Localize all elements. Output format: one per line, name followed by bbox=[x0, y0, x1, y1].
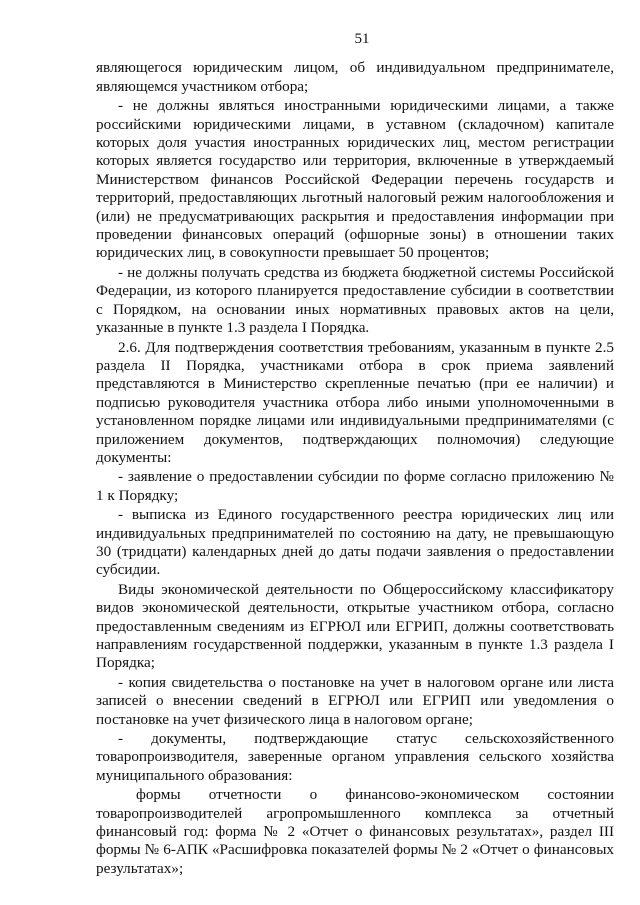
paragraph-budget-funds: - не должны получать средства из бюджета бюджетной системы Российской Федерации, из которого планируется предоставление субсидии в соответствии с Порядком, на основании иных нормативных правовых актов на цели, указанные в пункте 1.3 раздела I Порядка. bbox=[96, 263, 614, 337]
paragraph-foreign-entities: - не должны являться иностранными юридическими лицами, а также российскими юридическими лицами, в уставном (складочном) капитале которых доля участия иностранных юридических лиц, местом регистрации которых является государство или территория, включенные в утверждаемый Министерством финансов Российской Федерации перечень государств и территорий, предоставляющих льготный налоговый режим налогообложения и (или) не предусматривающих раскрытия и предоставления информации при проведении финансовых операций (офшорные зоны) в отношении таких юридических лиц, в совокупности превышает 50 процентов; bbox=[96, 97, 614, 262]
paragraph-section-2-6: 2.6. Для подтверждения соответствия требованиям, указанным в пункте 2.5 раздела II Порядка, участниками отбора в срок приема заявлений представляются в Министерство скрепленные печатью (при ее наличии) и подписью руководителя участника отбора либо иными уполномоченными в установленном порядке лицами или индивидуальными предпринимателями (с приложением документов, подтверждающих полномочия) следующие документы: bbox=[96, 338, 614, 466]
paragraph-participant-info: являющегося юридическим лицом, об индивидуальном предпринимателе, являющемся участником отбора; bbox=[96, 59, 614, 95]
paragraph-tax-registration: - копия свидетельства о постановке на учет в налоговом органе или листа записей о внесении сведений в ЕГРЮЛ или ЕГРИП или уведомления о постановке на учет физического лица в налоговом органе; bbox=[96, 673, 614, 728]
paragraph-reporting-forms: формы отчетности о финансово-экономическом состоянии товаропроизводителей агропромышленного комплекса за отчетный финансовый год: форма № 2 «Отчет о финансовых результатах», раздел III формы № 6-АПК «Расшифровка показателей формы № 2 «Отчет о финансовых результатах»; bbox=[96, 786, 614, 877]
paragraph-activity-types: Виды экономической деятельности по Общероссийскому классификатору видов экономической деятельности, открытые участником отбора, согласно предоставленным сведениям из ЕГРЮЛ или ЕГРИП, должны соответствовать направлениям государственной поддержки, указанным в пункте 1.3 раздела I Порядка; bbox=[96, 580, 614, 672]
page-number: 51 bbox=[354, 31, 370, 47]
paragraph-registry-extract: - выписка из Единого государственного реестра юридических лиц или индивидуальных предпринимателей по состоянию на дату, не превышающую 30 (тридцати) календарных дней до даты подачи заявления о предоставлении субсидии. bbox=[96, 506, 614, 579]
paragraph-producer-status: - документы, подтверждающие статус сельскохозяйственного товаропроизводителя, заверенные органом управления сельского хозяйства муниципального образования: bbox=[96, 730, 614, 784]
paragraph-application: - заявление о предоставлении субсидии по форме согласно приложению № 1 к Порядку; bbox=[96, 468, 614, 504]
